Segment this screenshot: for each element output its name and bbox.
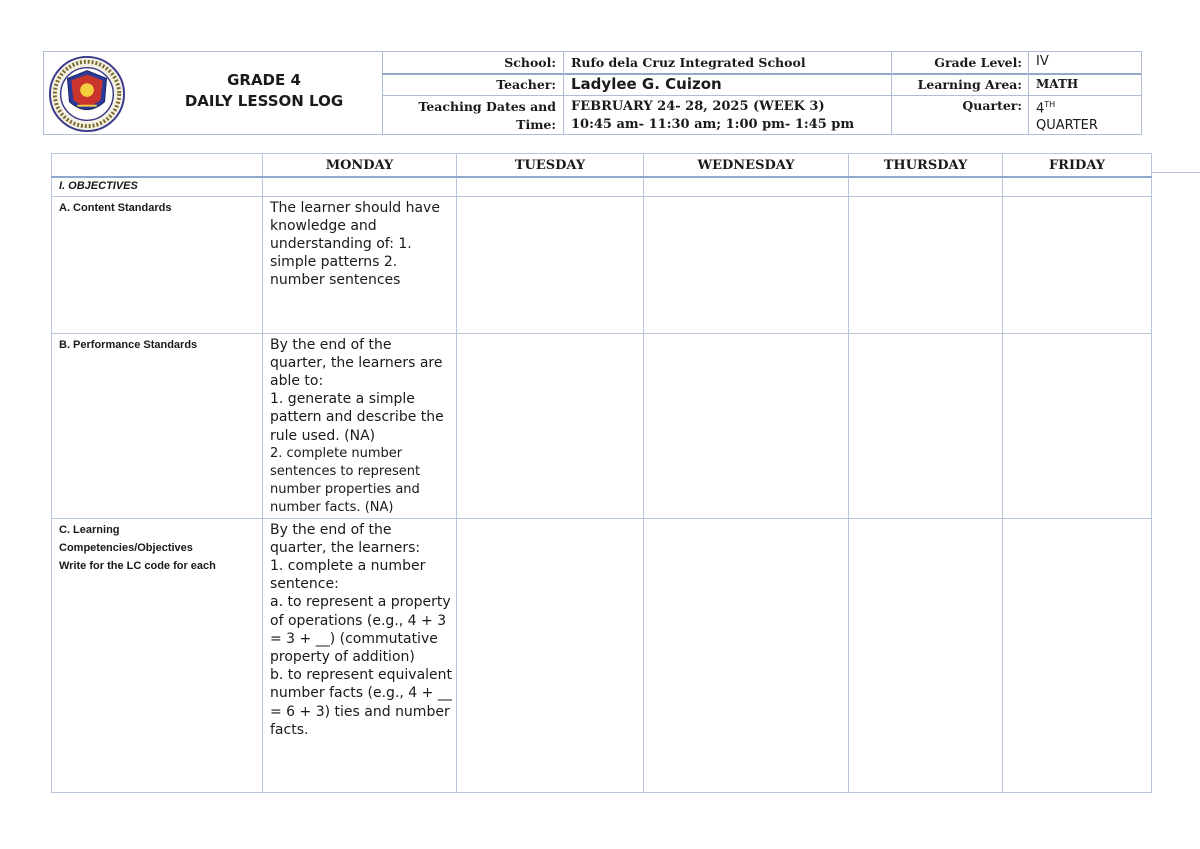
objectives-label: I. OBJECTIVES <box>52 177 263 196</box>
competencies-item-1a: a. to represent a property of operations (e.g., 4 + 3 = 3 + __) (commutative property of addition) <box>270 594 451 665</box>
title-grade: GRADE 4 <box>227 71 301 89</box>
day-header-wednesday: WEDNESDAY <box>644 154 849 178</box>
quarter-label: Quarter: <box>962 98 1022 113</box>
performance-standards-label: B. Performance Standards <box>52 333 263 518</box>
quarter-number: 4 <box>1036 101 1045 117</box>
header-logo-cell <box>44 52 383 134</box>
school-name: Rufo dela Cruz Integrated School <box>571 55 806 70</box>
quarter-value <box>1036 96 1098 134</box>
performance-standards-monday <box>263 333 457 518</box>
cell <box>1003 196 1152 333</box>
grade-level-value: IV <box>1036 54 1049 69</box>
cell <box>1003 333 1152 518</box>
day-header-monday: MONDAY <box>263 154 457 178</box>
competencies-label-line1: C. Learning <box>59 523 120 536</box>
cell <box>457 196 644 333</box>
cell <box>644 518 849 792</box>
header-divider <box>1028 52 1029 134</box>
content-standards-label: A. Content Standards <box>52 196 263 333</box>
teaching-dates-line2: 10:45 am- 11:30 am; 1:00 pm- 1:45 pm <box>571 117 855 132</box>
header-divider <box>891 52 892 134</box>
table-row <box>52 518 1152 792</box>
teaching-dates-label-line1: Teaching Dates and <box>418 99 556 114</box>
school-label: School: <box>504 55 556 70</box>
competencies-item-1b: b. to represent equivalent number facts (e.g., 4 + __ = 6 + 3) ties and number facts. <box>270 667 453 738</box>
cell <box>849 333 1003 518</box>
lesson-log-table <box>51 153 1152 793</box>
cell <box>644 196 849 333</box>
deped-seal-icon <box>48 55 126 133</box>
title-daily-lesson-log: DAILY LESSON LOG <box>184 92 344 110</box>
cell <box>263 177 457 196</box>
performance-intro: By the end of the quarter, the learners are able to: <box>270 336 443 389</box>
cell <box>849 518 1003 792</box>
teaching-dates-value <box>571 98 854 134</box>
table-edge-line <box>1152 172 1200 173</box>
learning-competencies-label <box>52 518 263 792</box>
teacher-label: Teacher: <box>496 77 556 92</box>
table-row <box>52 177 1152 196</box>
cell <box>1003 518 1152 792</box>
teacher-name: Ladylee G. Cuizon <box>571 75 722 93</box>
quarter-suffix: TH <box>1044 100 1056 109</box>
learning-competencies-monday <box>263 518 457 792</box>
cell <box>457 333 644 518</box>
performance-item-1: 1. generate a simple pattern and describe the rule used. (NA) <box>270 391 444 444</box>
header-divider <box>563 52 564 134</box>
cell <box>457 177 644 196</box>
competencies-label-line3: Write for the LC code for each <box>59 559 216 572</box>
cell <box>849 196 1003 333</box>
teaching-dates-line1: FEBRUARY 24- 28, 2025 (WEEK 3) <box>571 99 825 114</box>
learning-area-label: Learning Area: <box>917 77 1022 92</box>
performance-item-2: 2. complete number sentences to represent number properties and number facts. (NA) <box>270 445 421 516</box>
document-title <box>154 70 374 112</box>
cell <box>644 333 849 518</box>
table-row <box>52 333 1152 518</box>
content-standards-monday: The learner should have knowledge and understanding of: 1. simple patterns 2. number sentences <box>263 196 457 333</box>
table-row <box>52 196 1152 333</box>
day-header-thursday: THURSDAY <box>849 154 1003 178</box>
competencies-item-1: 1. complete a number sentence: <box>270 557 426 593</box>
lesson-log-header <box>43 51 1142 135</box>
competencies-label-line2: Competencies/Objectives <box>59 541 193 554</box>
teaching-dates-label <box>384 98 556 134</box>
corner-cell <box>52 154 263 178</box>
cell <box>457 518 644 792</box>
day-header-friday: FRIDAY <box>1003 154 1152 178</box>
day-header-tuesday: TUESDAY <box>457 154 644 178</box>
learning-area-value: MATH <box>1036 77 1079 91</box>
cell <box>1003 177 1152 196</box>
cell <box>644 177 849 196</box>
cell <box>849 177 1003 196</box>
competencies-intro: By the end of the quarter, the learners: <box>270 521 421 556</box>
teaching-dates-label-line2: Time: <box>516 117 556 132</box>
day-header-row <box>52 154 1152 178</box>
grade-level-label: Grade Level: <box>934 55 1022 70</box>
quarter-word: QUARTER <box>1036 118 1098 134</box>
